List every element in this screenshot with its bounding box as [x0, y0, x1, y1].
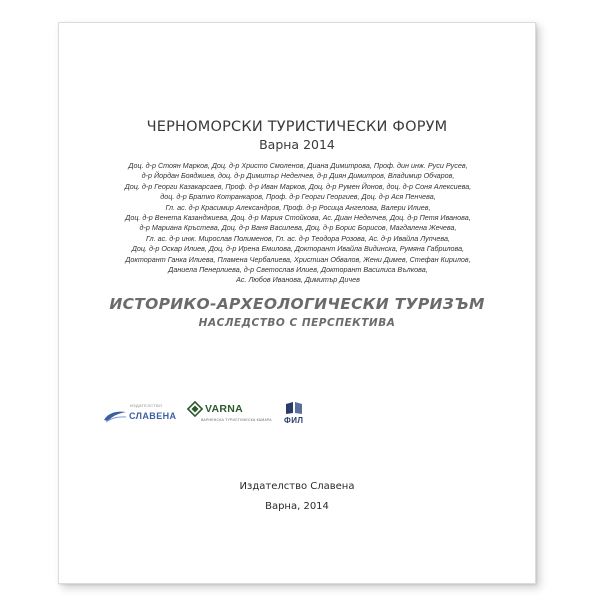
authors-line: Даниела Пенерлиева, д-р Светослав Илиев, Докторант Василиса Вълкова, — [168, 265, 428, 275]
authors-line: доц. д-р Братко Котранкаров, Проф. д-р Георги Георгиев, Доц. д-р Ася Пенчева, — [160, 192, 436, 202]
fil-name: ФИЛ — [284, 416, 304, 425]
slavena-mark-icon — [102, 408, 128, 424]
authors-line: Доц. д-р Венета Казанджиева, Доц. д-р Мария Стойкова, Ас. Диан Неделчев, Доц. д-р Петя Иванова, — [125, 213, 471, 223]
book-subtitle: НАСЛЕДСТВО С ПЕРСПЕКТИВА — [198, 317, 396, 329]
forum-subtitle: Варна 2014 — [259, 137, 335, 152]
authors-line: Гл. ас. д-р Красимир Александров, Проф. д-р Росица Ангелова, Валери Илиев, — [165, 202, 431, 212]
authors-line: Гл. ас. д-р инж. Мирослав Полименов, Гл. ас. д-р Теодора Розова, Ас. д-р Ивайла Лупчева, — [146, 233, 450, 243]
book-title: ИСТОРИКО-АРХЕОЛОГИЧЕСКИ ТУРИЗЪМ — [109, 295, 485, 313]
book-cover — [58, 22, 536, 584]
authors-list — [85, 161, 511, 286]
varna-caption: ВАРНЕНСКА ТУРИСТИЧЕСКА КАМАРА — [201, 418, 272, 422]
varna-logo — [187, 401, 272, 422]
authors-line: Доц. д-р Оскар Илиев, Доц. д-р Ирена Емилова, Докторант Ивайла Видинска, Румяна Габрилова, — [131, 244, 465, 254]
fil-logo — [284, 401, 303, 425]
authors-line: д-р Мариана Кръстева, Доц. д-р Ваня Василева, Доц. д-р Борис Борисов, Магдалена Жечева, — [139, 223, 457, 233]
authors-line: Доц. д-р Георги Казакарсаев, Проф. д-р Иван Марков, Доц. д-р Румен Йонов, доц. д-р Соня Алексиева, — [124, 181, 472, 191]
publisher: Издателство Славена — [239, 481, 355, 492]
authors-line: Ас. Любов Иванова, Димитър Дичев — [236, 275, 360, 285]
fil-book-icon — [285, 401, 303, 415]
authors-line: Докторант Ганка Илиева, Пламена Чербалиева, Христиан Обвалов, Жени Димев, Стефан Кирилов, — [125, 254, 471, 264]
slavena-logo — [102, 403, 177, 424]
slavena-caption: ИЗДАТЕЛСТВО — [130, 403, 163, 408]
sponsor-logos — [59, 399, 535, 439]
varna-name: VARNA — [205, 403, 244, 415]
forum-title: ЧЕРНОМОРСКИ ТУРИСТИЧЕСКИ ФОРУМ — [146, 119, 448, 135]
authors-line: Доц. д-р Стоян Марков, Доц. д-р Христо Смоленов, Диана Димитрова, Проф. дин инж. Руси Русев, — [128, 161, 468, 170]
authors-line: д-р Йордан Бояджиев, доц. д-р Димитър Неделчев, д-р Диян Димитров, Владимир Обчаров, — [141, 171, 455, 181]
place-year: Варна, 2014 — [265, 501, 329, 512]
varna-diamond-icon — [187, 401, 203, 417]
slavena-name: СЛАВЕНА — [129, 411, 177, 421]
